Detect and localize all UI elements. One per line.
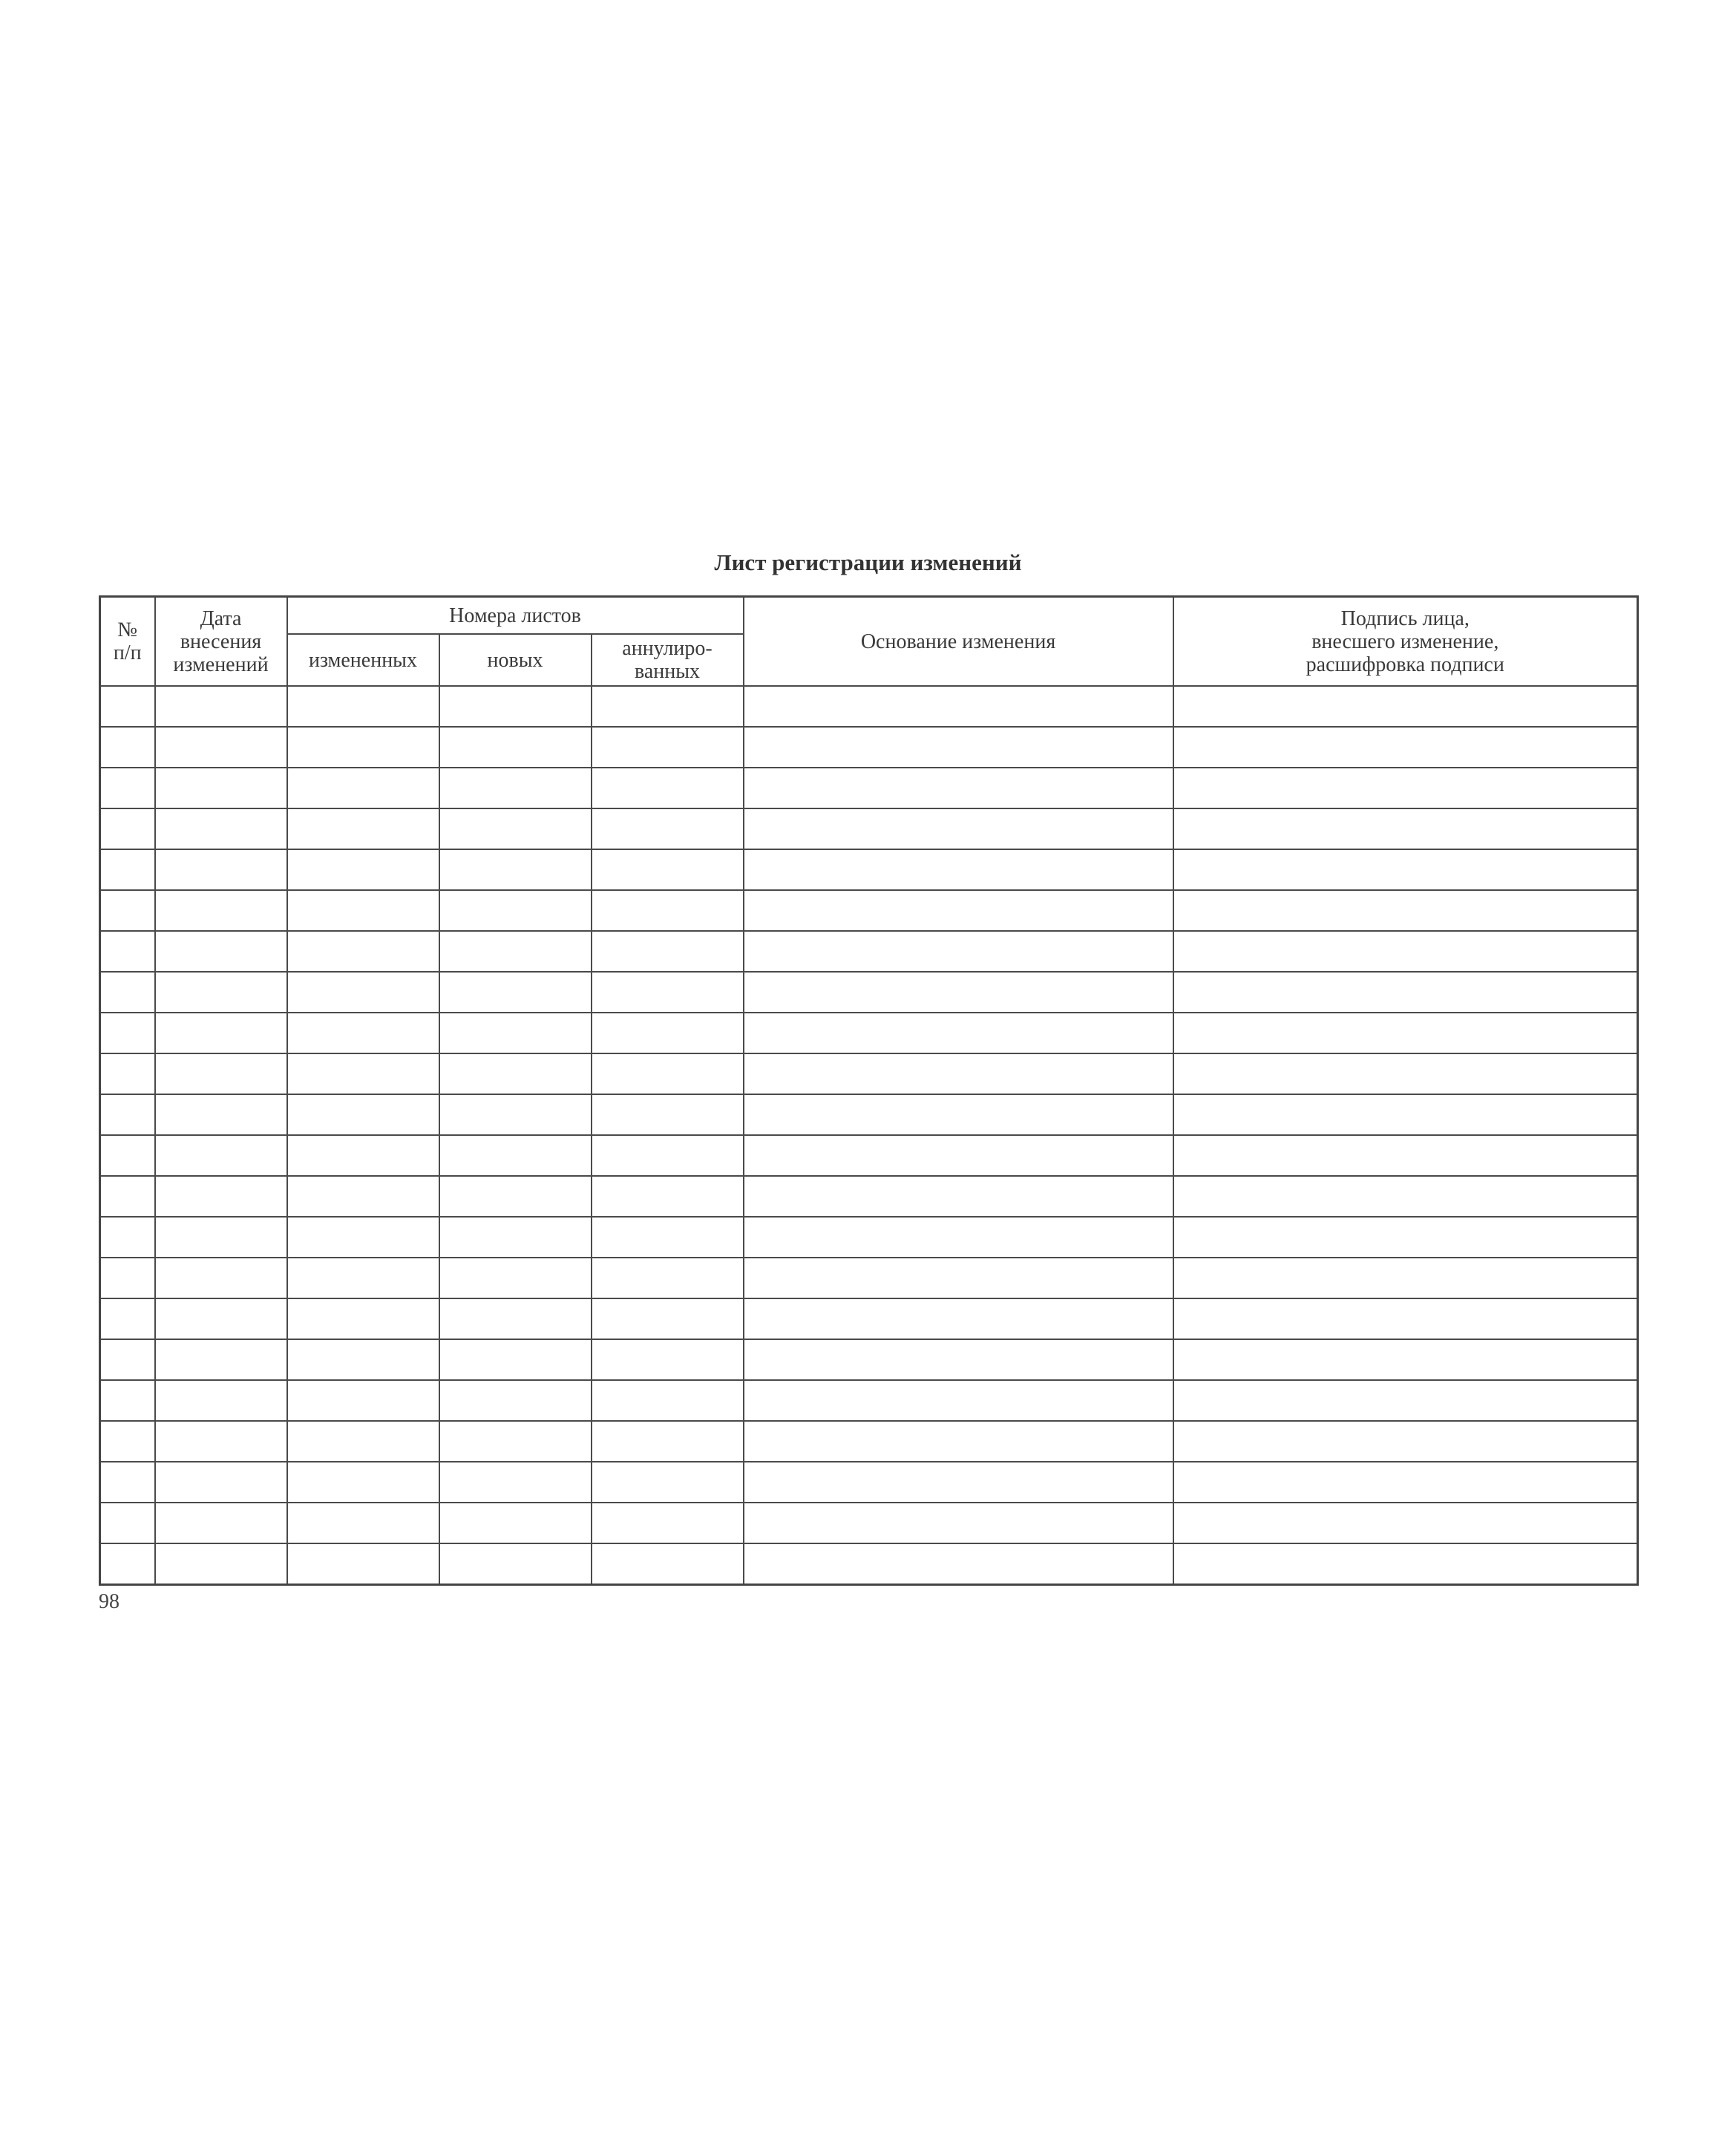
header-number-line1: № — [117, 618, 138, 641]
cell-number — [100, 1053, 155, 1094]
cell-changed — [287, 1176, 439, 1217]
cell-basis — [744, 972, 1173, 1013]
cell-annulled — [592, 1462, 744, 1503]
cell-signature — [1173, 1176, 1638, 1217]
cell-changed — [287, 890, 439, 931]
cell-new — [439, 1135, 592, 1176]
cell-new — [439, 1258, 592, 1298]
header-number-line2: п/п — [113, 641, 142, 664]
cell-signature — [1173, 1053, 1638, 1094]
cell-basis — [744, 686, 1173, 727]
cell-date — [155, 1298, 287, 1339]
cell-changed — [287, 1094, 439, 1135]
cell-changed — [287, 972, 439, 1013]
header-annulled-line2: ванных — [634, 660, 701, 683]
table-row — [100, 1176, 1638, 1217]
cell-number — [100, 768, 155, 808]
table-row — [100, 1339, 1638, 1380]
cell-number — [100, 808, 155, 849]
cell-basis — [744, 890, 1173, 931]
cell-signature — [1173, 1380, 1638, 1421]
cell-number — [100, 686, 155, 727]
cell-basis — [744, 768, 1173, 808]
cell-annulled — [592, 890, 744, 931]
table-row — [100, 890, 1638, 931]
cell-basis — [744, 1462, 1173, 1503]
cell-basis — [744, 1380, 1173, 1421]
header-basis: Основание изменения — [744, 597, 1173, 687]
page-number: 98 — [99, 1590, 119, 1613]
cell-date — [155, 768, 287, 808]
cell-number — [100, 890, 155, 931]
cell-date — [155, 1258, 287, 1298]
header-date-line3: изменений — [173, 653, 269, 676]
cell-new — [439, 727, 592, 768]
cell-changed — [287, 1462, 439, 1503]
cell-changed — [287, 1217, 439, 1258]
cell-new — [439, 768, 592, 808]
cell-new — [439, 1503, 592, 1543]
table-row — [100, 1217, 1638, 1258]
cell-changed — [287, 849, 439, 890]
table-row — [100, 686, 1638, 727]
cell-new — [439, 1094, 592, 1135]
cell-number — [100, 972, 155, 1013]
cell-new — [439, 1298, 592, 1339]
cell-annulled — [592, 1135, 744, 1176]
cell-date — [155, 849, 287, 890]
cell-date — [155, 1013, 287, 1053]
cell-new — [439, 931, 592, 972]
cell-new — [439, 890, 592, 931]
cell-signature — [1173, 931, 1638, 972]
cell-changed — [287, 686, 439, 727]
header-annulled-line1: аннулиро- — [622, 637, 713, 660]
cell-new — [439, 808, 592, 849]
table-row — [100, 768, 1638, 808]
cell-date — [155, 1339, 287, 1380]
cell-new — [439, 1339, 592, 1380]
cell-signature — [1173, 686, 1638, 727]
header-annulled — [592, 634, 744, 686]
cell-signature — [1173, 1298, 1638, 1339]
cell-signature — [1173, 1462, 1638, 1503]
table-row — [100, 1135, 1638, 1176]
cell-changed — [287, 1258, 439, 1298]
cell-changed — [287, 1298, 439, 1339]
table-row — [100, 1380, 1638, 1421]
cell-annulled — [592, 1053, 744, 1094]
cell-annulled — [592, 972, 744, 1013]
cell-changed — [287, 1339, 439, 1380]
cell-changed — [287, 808, 439, 849]
cell-changed — [287, 1135, 439, 1176]
cell-number — [100, 727, 155, 768]
cell-date — [155, 808, 287, 849]
cell-number — [100, 1380, 155, 1421]
cell-changed — [287, 931, 439, 972]
cell-annulled — [592, 1339, 744, 1380]
cell-annulled — [592, 808, 744, 849]
cell-number — [100, 849, 155, 890]
cell-signature — [1173, 972, 1638, 1013]
cell-number — [100, 1013, 155, 1053]
cell-date — [155, 686, 287, 727]
cell-changed — [287, 768, 439, 808]
cell-basis — [744, 1053, 1173, 1094]
cell-new — [439, 1421, 592, 1462]
cell-date — [155, 890, 287, 931]
cell-new — [439, 1176, 592, 1217]
cell-basis — [744, 1258, 1173, 1298]
cell-signature — [1173, 1339, 1638, 1380]
header-date-line2: внесения — [180, 630, 262, 653]
cell-signature — [1173, 727, 1638, 768]
cell-date — [155, 972, 287, 1013]
table-row — [100, 727, 1638, 768]
table-row — [100, 849, 1638, 890]
table-row — [100, 1013, 1638, 1053]
table-row — [100, 1298, 1638, 1339]
cell-annulled — [592, 686, 744, 727]
cell-annulled — [592, 1217, 744, 1258]
cell-basis — [744, 931, 1173, 972]
cell-new — [439, 686, 592, 727]
cell-date — [155, 1543, 287, 1585]
cell-basis — [744, 808, 1173, 849]
table-row — [100, 1462, 1638, 1503]
cell-annulled — [592, 849, 744, 890]
cell-annulled — [592, 1298, 744, 1339]
cell-annulled — [592, 1094, 744, 1135]
cell-number — [100, 931, 155, 972]
header-signature-line1: Подпись лица, — [1340, 607, 1470, 630]
cell-date — [155, 727, 287, 768]
table-body — [100, 686, 1638, 1585]
change-registration-table — [99, 595, 1639, 1586]
cell-annulled — [592, 727, 744, 768]
cell-number — [100, 1135, 155, 1176]
cell-number — [100, 1543, 155, 1585]
cell-date — [155, 1421, 287, 1462]
cell-new — [439, 1013, 592, 1053]
cell-changed — [287, 727, 439, 768]
cell-signature — [1173, 1013, 1638, 1053]
cell-date — [155, 1462, 287, 1503]
header-changed: измененных — [287, 634, 439, 686]
cell-changed — [287, 1380, 439, 1421]
cell-basis — [744, 1298, 1173, 1339]
table-row — [100, 972, 1638, 1013]
cell-date — [155, 1503, 287, 1543]
table-row — [100, 808, 1638, 849]
cell-basis — [744, 1421, 1173, 1462]
cell-basis — [744, 1543, 1173, 1585]
cell-number — [100, 1094, 155, 1135]
page-title: Лист регистрации изменений — [714, 549, 1022, 575]
cell-annulled — [592, 1543, 744, 1585]
cell-number — [100, 1258, 155, 1298]
cell-signature — [1173, 1135, 1638, 1176]
header-signature-line3: расшифровка подписи — [1306, 653, 1504, 676]
cell-number — [100, 1298, 155, 1339]
cell-annulled — [592, 1503, 744, 1543]
header-number — [100, 597, 155, 687]
cell-basis — [744, 1094, 1173, 1135]
cell-number — [100, 1421, 155, 1462]
cell-basis — [744, 1503, 1173, 1543]
cell-signature — [1173, 1094, 1638, 1135]
cell-basis — [744, 1339, 1173, 1380]
cell-number — [100, 1462, 155, 1503]
header-date — [155, 597, 287, 687]
cell-signature — [1173, 1217, 1638, 1258]
cell-basis — [744, 1135, 1173, 1176]
cell-number — [100, 1339, 155, 1380]
table-row — [100, 1258, 1638, 1298]
table-row — [100, 1543, 1638, 1585]
header-signature — [1173, 597, 1638, 687]
cell-number — [100, 1217, 155, 1258]
cell-date — [155, 1053, 287, 1094]
cell-date — [155, 1380, 287, 1421]
cell-signature — [1173, 768, 1638, 808]
cell-date — [155, 931, 287, 972]
cell-annulled — [592, 1258, 744, 1298]
cell-signature — [1173, 1543, 1638, 1585]
table-row — [100, 1053, 1638, 1094]
cell-annulled — [592, 768, 744, 808]
cell-new — [439, 1053, 592, 1094]
cell-signature — [1173, 1503, 1638, 1543]
cell-new — [439, 1380, 592, 1421]
cell-basis — [744, 727, 1173, 768]
header-signature-line2: внесшего изменение, — [1311, 630, 1499, 653]
cell-signature — [1173, 1258, 1638, 1298]
cell-date — [155, 1135, 287, 1176]
table-row — [100, 931, 1638, 972]
table-header-row — [100, 597, 1638, 635]
cell-date — [155, 1094, 287, 1135]
table-row — [100, 1421, 1638, 1462]
header-sheet-numbers: Номера листов — [287, 597, 744, 635]
header-date-line1: Дата — [200, 607, 242, 630]
cell-signature — [1173, 1421, 1638, 1462]
cell-new — [439, 1543, 592, 1585]
cell-signature — [1173, 849, 1638, 890]
cell-annulled — [592, 931, 744, 972]
cell-date — [155, 1217, 287, 1258]
cell-number — [100, 1176, 155, 1217]
cell-changed — [287, 1053, 439, 1094]
cell-new — [439, 972, 592, 1013]
cell-changed — [287, 1013, 439, 1053]
cell-basis — [744, 849, 1173, 890]
table-row — [100, 1094, 1638, 1135]
cell-basis — [744, 1013, 1173, 1053]
cell-basis — [744, 1217, 1173, 1258]
cell-signature — [1173, 890, 1638, 931]
cell-annulled — [592, 1380, 744, 1421]
table-row — [100, 1503, 1638, 1543]
cell-signature — [1173, 808, 1638, 849]
cell-changed — [287, 1543, 439, 1585]
cell-annulled — [592, 1176, 744, 1217]
cell-new — [439, 1462, 592, 1503]
cell-new — [439, 849, 592, 890]
header-new: новых — [439, 634, 592, 686]
cell-basis — [744, 1176, 1173, 1217]
cell-date — [155, 1176, 287, 1217]
cell-changed — [287, 1503, 439, 1543]
cell-new — [439, 1217, 592, 1258]
cell-annulled — [592, 1421, 744, 1462]
cell-annulled — [592, 1013, 744, 1053]
cell-number — [100, 1503, 155, 1543]
cell-changed — [287, 1421, 439, 1462]
